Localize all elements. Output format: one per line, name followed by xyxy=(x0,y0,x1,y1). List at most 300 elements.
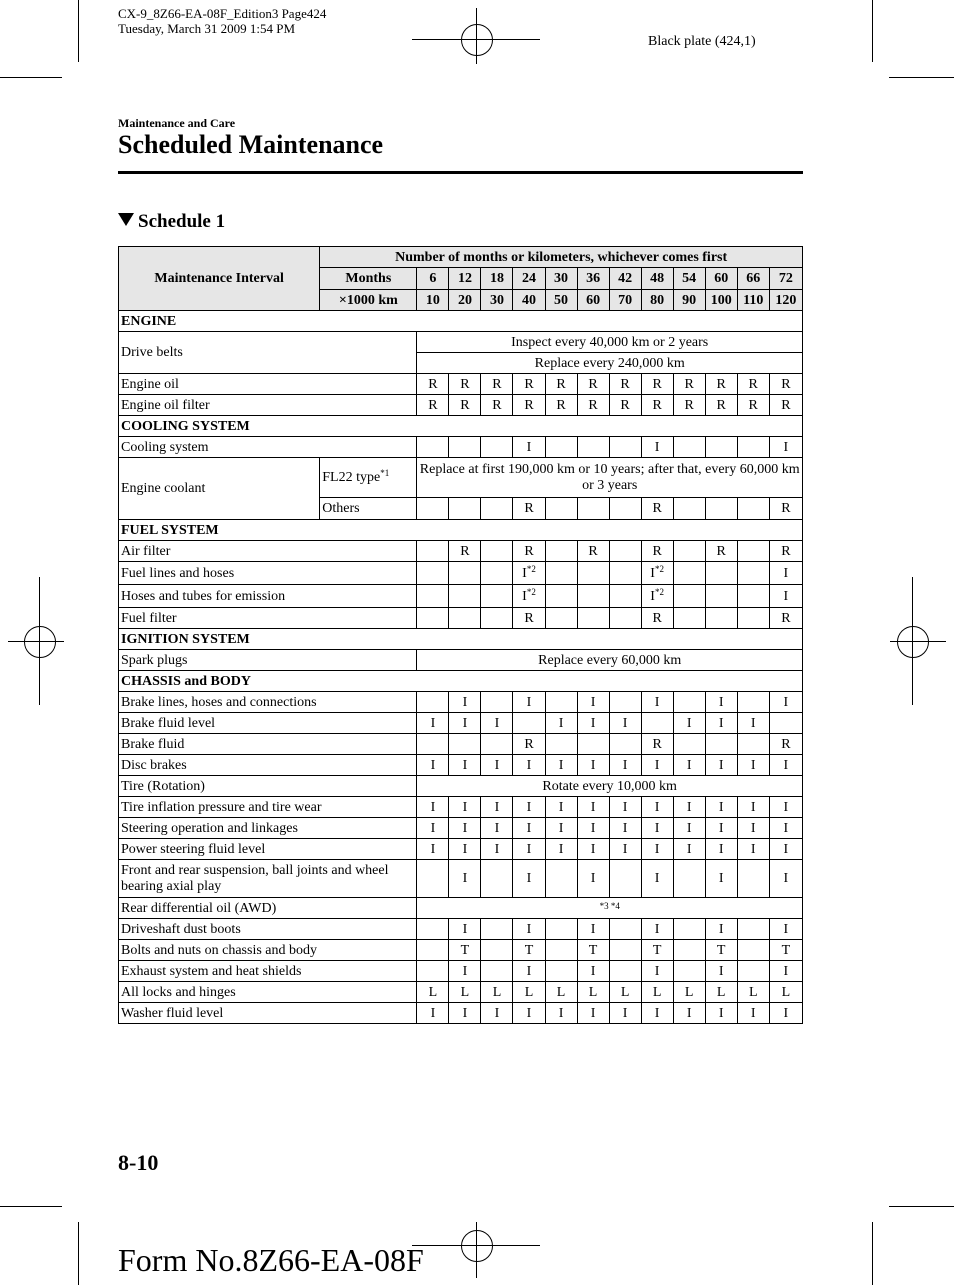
schedule-cell xyxy=(673,692,705,713)
table-row xyxy=(119,940,803,961)
schedule-cell xyxy=(417,562,449,585)
month-60: 60 xyxy=(705,268,737,290)
schedule-cell-value: I xyxy=(494,820,500,836)
schedule-cell xyxy=(609,585,641,608)
schedule-cell xyxy=(673,585,705,608)
schedule-cell xyxy=(705,860,737,898)
schedule-cell xyxy=(577,498,609,520)
schedule-cell xyxy=(705,562,737,585)
schedule-cell xyxy=(609,860,641,898)
schedule-cell-value: R xyxy=(781,397,791,413)
schedule-cell-value: I xyxy=(590,757,596,773)
schedule-cell-value: L xyxy=(428,984,438,1000)
schedule-cell-value: I xyxy=(494,1005,500,1021)
schedule-cell-value: T xyxy=(588,942,598,958)
crop-mark xyxy=(39,577,40,705)
schedule-cell xyxy=(609,498,641,520)
schedule-cell-value: R xyxy=(524,397,534,413)
registration-mark-icon xyxy=(461,24,493,56)
schedule-cell-value: L xyxy=(492,984,502,1000)
km-70: 70 xyxy=(609,290,641,311)
schedule-cell xyxy=(545,498,577,520)
schedule-cell xyxy=(673,1003,705,1024)
schedule-cell-value: I xyxy=(783,871,789,886)
schedule-cell xyxy=(769,940,802,961)
schedule-cell xyxy=(513,940,545,961)
table-row xyxy=(119,713,803,734)
schedule-cell xyxy=(481,374,513,395)
schedule-cell-value: I xyxy=(654,757,660,773)
schedule-cell-value: I xyxy=(558,757,564,773)
item-label: Engine coolant xyxy=(119,458,320,520)
table-row xyxy=(119,860,803,898)
schedule-cell-value: I xyxy=(590,921,596,937)
schedule-cell-value: T xyxy=(524,942,534,958)
schedule-cell xyxy=(417,585,449,608)
coolant-type-fl22 xyxy=(320,458,417,498)
schedule-cell xyxy=(609,734,641,755)
registration-mark-icon xyxy=(461,1230,493,1262)
crop-mark xyxy=(0,77,62,78)
schedule-cell xyxy=(513,919,545,940)
schedule-cell xyxy=(609,713,641,734)
schedule-cell xyxy=(673,797,705,818)
schedule-cell xyxy=(705,940,737,961)
km-10: 10 xyxy=(417,290,449,311)
schedule-cell xyxy=(673,374,705,395)
section-row-label: IGNITION SYSTEM xyxy=(119,629,803,650)
schedule-cell-value: I xyxy=(783,588,789,604)
table-row xyxy=(119,818,803,839)
schedule-cell xyxy=(513,713,545,734)
schedule-cell xyxy=(577,961,609,982)
schedule-cell xyxy=(481,562,513,585)
schedule-cell xyxy=(545,713,577,734)
schedule-cell xyxy=(641,1003,673,1024)
schedule-cell-value: R xyxy=(781,376,791,392)
schedule-cell xyxy=(641,940,673,961)
month-48: 48 xyxy=(641,268,673,290)
schedule-cell xyxy=(641,982,673,1003)
schedule-cell xyxy=(641,437,673,458)
table-row xyxy=(119,395,803,416)
interval-text: Replace every 60,000 km xyxy=(417,650,803,671)
crop-mark xyxy=(912,577,913,705)
schedule-cell xyxy=(737,919,769,940)
table-row xyxy=(119,585,803,608)
schedule-cell xyxy=(513,608,545,629)
schedule-cell-value: I xyxy=(686,841,692,857)
schedule-cell xyxy=(545,1003,577,1024)
km-110: 110 xyxy=(737,290,769,311)
month-12: 12 xyxy=(449,268,481,290)
crop-mark xyxy=(476,1222,477,1278)
schedule-cell-value: I xyxy=(590,694,596,710)
schedule-cell xyxy=(545,541,577,562)
footnote-ref-text: *3 *4 xyxy=(599,901,620,911)
schedule-cell xyxy=(513,734,545,755)
schedule-cell-value: I xyxy=(686,799,692,815)
print-header-line1: CX-9_8Z66-EA-08F_Edition3 Page424 xyxy=(118,6,327,21)
schedule-cell-value: I xyxy=(686,820,692,836)
schedule-cell xyxy=(449,961,481,982)
schedule-cell xyxy=(737,585,769,608)
km-120: 120 xyxy=(769,290,802,311)
schedule-cell-value: I xyxy=(462,963,468,979)
schedule-cell-value: I xyxy=(430,1005,436,1021)
item-label: Tire (Rotation) xyxy=(119,776,417,797)
schedule-cell xyxy=(417,839,449,860)
schedule-cell-value: I xyxy=(522,565,527,581)
schedule-cell-value: I xyxy=(558,799,564,815)
table-row xyxy=(119,562,803,585)
schedule-cell xyxy=(577,562,609,585)
schedule-cell xyxy=(737,541,769,562)
schedule-cell xyxy=(737,437,769,458)
schedule-cell-value: I xyxy=(430,820,436,836)
schedule-cell-value: I xyxy=(718,1005,724,1021)
schedule-cell xyxy=(481,692,513,713)
item-label: Rear differential oil (AWD) xyxy=(119,898,417,919)
item-label: Steering operation and linkages xyxy=(119,818,417,839)
interval-text: Rotate every 10,000 km xyxy=(417,776,803,797)
schedule-cell xyxy=(737,734,769,755)
footnote-marker: *2 xyxy=(654,563,664,574)
schedule-cell xyxy=(417,982,449,1003)
maintenance-table xyxy=(118,246,803,1024)
schedule-cell: R xyxy=(769,498,802,520)
item-label: Cooling system xyxy=(119,437,417,458)
schedule-cell-value: I xyxy=(494,715,500,731)
schedule-cell-value: I xyxy=(430,757,436,773)
item-label: Power steering fluid level xyxy=(119,839,417,860)
schedule-cell xyxy=(705,755,737,776)
schedule-cell xyxy=(641,541,673,562)
schedule-cell xyxy=(769,374,802,395)
print-header xyxy=(118,6,326,36)
schedule-cell-value: I xyxy=(783,694,789,710)
schedule-cell-value: I xyxy=(783,439,789,455)
schedule-cell xyxy=(609,395,641,416)
table-row xyxy=(119,671,803,692)
schedule-cell xyxy=(769,961,802,982)
schedule-cell xyxy=(545,692,577,713)
schedule-cell xyxy=(705,585,737,608)
schedule-cell xyxy=(705,374,737,395)
schedule-cell xyxy=(705,692,737,713)
schedule-cell xyxy=(449,919,481,940)
item-label: Tire inflation pressure and tire wear xyxy=(119,797,417,818)
schedule-cell xyxy=(449,818,481,839)
schedule-cell-value: R xyxy=(428,376,438,392)
item-label: Fuel filter xyxy=(119,608,417,629)
schedule-cell-value: I xyxy=(462,757,468,773)
schedule-cell xyxy=(449,585,481,608)
schedule-cell-value: R xyxy=(652,610,662,626)
schedule-cell xyxy=(705,498,737,520)
schedule-cell-value: I xyxy=(654,841,660,857)
month-54: 54 xyxy=(673,268,705,290)
table-row xyxy=(119,734,803,755)
month-6: 6 xyxy=(417,268,449,290)
schedule-cell xyxy=(449,797,481,818)
schedule-cell xyxy=(481,797,513,818)
schedule-cell-value: R xyxy=(781,736,791,752)
schedule-cell xyxy=(481,608,513,629)
schedule-cell xyxy=(577,585,609,608)
schedule-cell xyxy=(417,608,449,629)
schedule-cell-value: R xyxy=(588,376,598,392)
schedule-cell xyxy=(705,919,737,940)
schedule-cell-value: I xyxy=(622,1005,628,1021)
km-50: 50 xyxy=(545,290,577,311)
schedule-cell xyxy=(673,608,705,629)
schedule-cell xyxy=(577,1003,609,1024)
schedule-cell-value: R xyxy=(524,610,534,626)
km-label: ×1000 km xyxy=(320,290,417,311)
table-row xyxy=(119,898,803,919)
schedule-cell xyxy=(417,437,449,458)
schedule-cell xyxy=(417,713,449,734)
schedule-cell xyxy=(481,585,513,608)
schedule-cell-value: I xyxy=(590,1005,596,1021)
schedule-cell xyxy=(641,585,673,608)
schedule-cell xyxy=(449,692,481,713)
span-header: Number of months or kilometers, whichever comes first xyxy=(320,247,803,268)
form-number: Form No.8Z66-EA-08F xyxy=(118,1242,424,1278)
schedule-cell xyxy=(609,940,641,961)
schedule-cell xyxy=(449,1003,481,1024)
km-20: 20 xyxy=(449,290,481,311)
schedule-cell xyxy=(737,961,769,982)
crop-mark xyxy=(889,1206,954,1207)
schedule-cell-value: I xyxy=(526,820,532,836)
schedule-cell xyxy=(449,498,481,520)
schedule-cell: R xyxy=(513,498,545,520)
schedule-cell xyxy=(417,498,449,520)
schedule-cell-value: R xyxy=(492,376,502,392)
schedule-cell xyxy=(577,692,609,713)
schedule-cell xyxy=(641,692,673,713)
schedule-cell xyxy=(513,541,545,562)
schedule-cell xyxy=(481,755,513,776)
schedule-cell-value: I xyxy=(654,1005,660,1021)
schedule-cell xyxy=(673,498,705,520)
schedule-cell-value: L xyxy=(781,984,791,1000)
schedule-cell-value: I xyxy=(686,715,692,731)
crop-mark xyxy=(8,641,64,642)
month-30: 30 xyxy=(545,268,577,290)
schedule-cell-value: R xyxy=(428,397,438,413)
month-66: 66 xyxy=(737,268,769,290)
schedule-cell-value: I xyxy=(494,757,500,773)
schedule-cell-value: I xyxy=(750,715,756,731)
schedule-cell-value: I xyxy=(558,1005,564,1021)
schedule-cell xyxy=(769,797,802,818)
schedule-cell xyxy=(737,498,769,520)
schedule-cell xyxy=(769,562,802,585)
schedule-cell-value: R xyxy=(716,397,726,413)
schedule-cell xyxy=(481,395,513,416)
schedule-cell xyxy=(513,961,545,982)
months-label: Months xyxy=(320,268,417,290)
schedule-cell xyxy=(417,818,449,839)
schedule-cell xyxy=(673,860,705,898)
schedule-cell-value: R xyxy=(684,397,694,413)
schedule-cell xyxy=(545,982,577,1003)
schedule-cell xyxy=(417,395,449,416)
schedule-cell xyxy=(769,818,802,839)
schedule-cell xyxy=(705,839,737,860)
schedule-cell xyxy=(769,982,802,1003)
schedule-cell-value: R xyxy=(716,376,726,392)
schedule-cell-value: R xyxy=(588,543,598,559)
schedule-cell xyxy=(545,562,577,585)
schedule-cell-value: I xyxy=(526,694,532,710)
schedule-cell xyxy=(769,860,802,898)
schedule-cell xyxy=(737,839,769,860)
schedule-cell xyxy=(545,860,577,898)
table-row xyxy=(119,629,803,650)
item-label: Engine oil filter xyxy=(119,395,417,416)
schedule-cell xyxy=(641,860,673,898)
schedule-cell xyxy=(481,919,513,940)
schedule-cell-value: R xyxy=(620,397,630,413)
schedule-cell xyxy=(449,437,481,458)
schedule-cell xyxy=(577,395,609,416)
schedule-cell xyxy=(481,713,513,734)
schedule-cell-value: I xyxy=(750,1005,756,1021)
schedule-cell-value: I xyxy=(622,820,628,836)
crop-mark xyxy=(78,0,79,62)
table-row xyxy=(119,919,803,940)
schedule-cell-value: L xyxy=(652,984,662,1000)
schedule-cell xyxy=(449,982,481,1003)
schedule-cell xyxy=(641,919,673,940)
schedule-cell xyxy=(641,734,673,755)
schedule-cell xyxy=(577,919,609,940)
schedule-cell xyxy=(577,734,609,755)
schedule-cell xyxy=(673,713,705,734)
item-label: Fuel lines and hoses xyxy=(119,562,417,585)
plate-label: Black plate (424,1) xyxy=(648,34,756,49)
schedule-cell-value: I xyxy=(650,565,655,581)
schedule-cell xyxy=(545,608,577,629)
table-row xyxy=(119,541,803,562)
page-number: 8-10 xyxy=(118,1150,159,1175)
schedule-cell xyxy=(673,755,705,776)
schedule-cell-value: I xyxy=(718,799,724,815)
schedule-cell-value: L xyxy=(556,984,566,1000)
table-row xyxy=(119,332,803,353)
item-label: Hoses and tubes for emission xyxy=(119,585,417,608)
schedule-cell-value: I xyxy=(718,715,724,731)
schedule-cell xyxy=(705,437,737,458)
table-row xyxy=(119,650,803,671)
schedule-cell xyxy=(705,1003,737,1024)
schedule-cell xyxy=(513,374,545,395)
schedule-cell xyxy=(609,919,641,940)
table-row xyxy=(119,416,803,437)
schedule-cell-value: I xyxy=(750,757,756,773)
schedule-cell-value: I xyxy=(718,757,724,773)
schedule-cell xyxy=(609,961,641,982)
table-row xyxy=(119,797,803,818)
registration-mark-icon xyxy=(897,626,929,658)
schedule-cell-value: I xyxy=(686,757,692,773)
schedule-cell xyxy=(545,734,577,755)
schedule-cell-value: R xyxy=(556,397,566,413)
schedule-cell-value: L xyxy=(588,984,598,1000)
schedule-cell xyxy=(705,395,737,416)
schedule-cell-value: I xyxy=(590,841,596,857)
schedule-cell xyxy=(609,692,641,713)
schedule-cell xyxy=(577,818,609,839)
schedule-cell-value: R xyxy=(524,736,534,752)
schedule-cell xyxy=(769,713,802,734)
schedule-cell xyxy=(545,940,577,961)
schedule-cell xyxy=(577,797,609,818)
schedule-cell-value: I xyxy=(526,439,532,455)
schedule-cell xyxy=(737,608,769,629)
schedule-cell xyxy=(513,982,545,1003)
schedule-cell-value: I xyxy=(522,588,527,604)
table-row xyxy=(119,520,803,541)
schedule-cell xyxy=(673,437,705,458)
section-row-label: CHASSIS and BODY xyxy=(119,671,803,692)
schedule-cell xyxy=(641,797,673,818)
schedule-cell-value: I xyxy=(654,820,660,836)
schedule-cell xyxy=(481,982,513,1003)
schedule-cell xyxy=(641,839,673,860)
schedule-cell xyxy=(577,374,609,395)
schedule-cell-value: I xyxy=(718,963,724,979)
schedule-cell xyxy=(737,818,769,839)
schedule-cell xyxy=(481,541,513,562)
schedule-cell xyxy=(417,797,449,818)
schedule-cell-value: I xyxy=(750,841,756,857)
schedule-cell xyxy=(417,961,449,982)
schedule-cell-value: R xyxy=(748,376,758,392)
schedule-cell-value: I xyxy=(750,820,756,836)
schedule-cell xyxy=(705,961,737,982)
schedule-cell xyxy=(673,839,705,860)
km-80: 80 xyxy=(641,290,673,311)
schedule-cell xyxy=(481,860,513,898)
schedule-cell-value: R xyxy=(556,376,566,392)
table-row xyxy=(119,839,803,860)
schedule-cell xyxy=(481,940,513,961)
month-24: 24 xyxy=(513,268,545,290)
schedule-cell xyxy=(705,797,737,818)
schedule-cell: R xyxy=(641,498,673,520)
item-label: Exhaust system and heat shields xyxy=(119,961,417,982)
item-label: Disc brakes xyxy=(119,755,417,776)
schedule-cell-value: R xyxy=(652,376,662,392)
schedule-cell xyxy=(577,608,609,629)
schedule-cell xyxy=(577,982,609,1003)
schedule-cell xyxy=(449,755,481,776)
schedule-cell xyxy=(769,692,802,713)
schedule-cell xyxy=(769,437,802,458)
schedule-cell xyxy=(737,1003,769,1024)
month-42: 42 xyxy=(609,268,641,290)
schedule-heading xyxy=(118,211,225,233)
schedule-cell xyxy=(673,982,705,1003)
schedule-cell-value: I xyxy=(558,715,564,731)
schedule-cell xyxy=(769,734,802,755)
schedule-cell xyxy=(545,919,577,940)
